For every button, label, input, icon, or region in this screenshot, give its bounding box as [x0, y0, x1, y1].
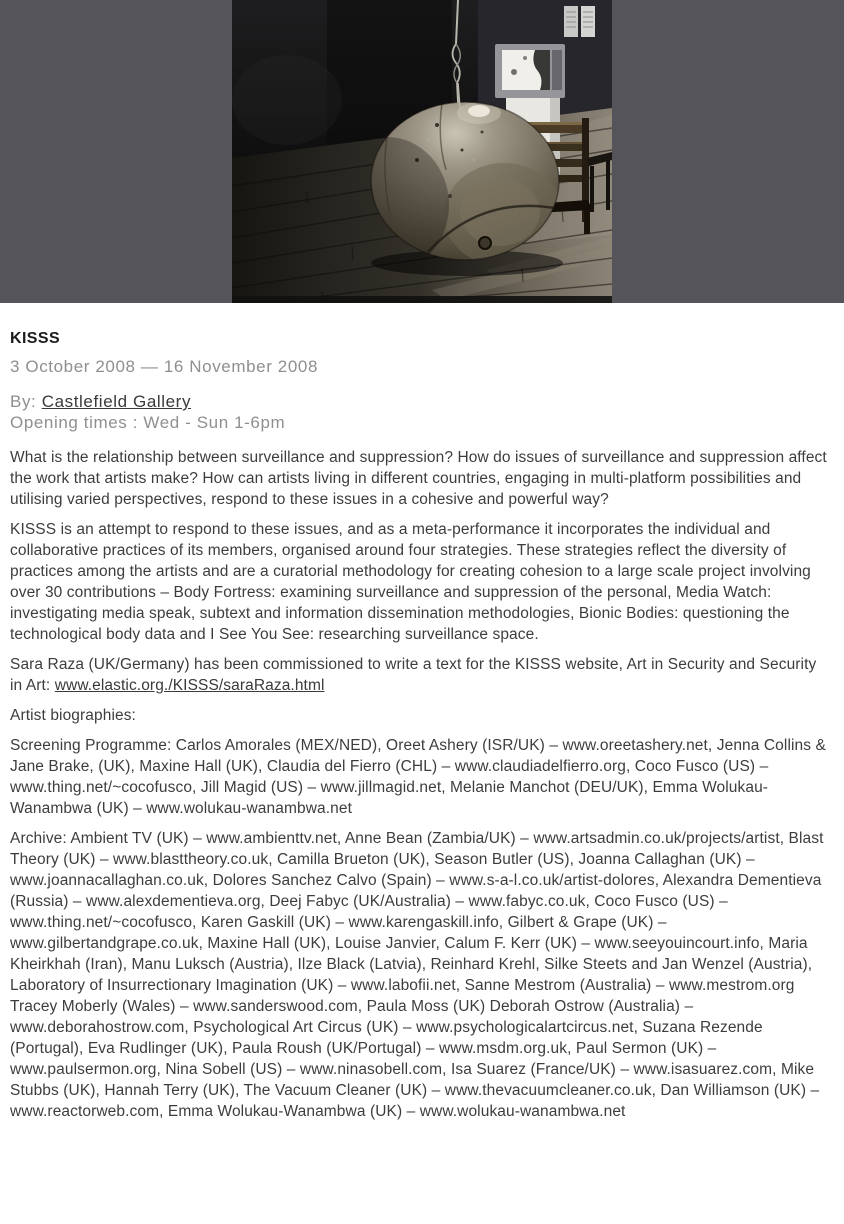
concept-paragraph: KISSS is an attempt to respond to these issues, and as a meta-performance it incorporates the individual and collaborative practices of its members, organised around four strategies. These strategies reflect the diversity of practices among the artists and are a curatorial methodology for creating cohesion to a large scale project involving over 30 contributions – Body Fortress: examining surveillance and suppression of the personal, Media Watch: investigating media speak, subtext and information dissemination methodologies, Bionic Bodies: questioning the technological body data and I See You See: researching surveillance space.	[10, 521, 811, 643]
archive-paragraph: Archive: Ambient TV (UK) – www.ambienttv.net, Anne Bean (Zambia/UK) – www.artsadmin.co.uk/projects/artist, Blast Theory (UK) – www.blasttheory.co.uk, Camilla Brueton (UK), Season Butler (US), Joanna Callaghan (UK) – www.joannacallaghan.co.uk, Dolores Sanchez Calvo (Spain) – www.s-a-l.co.uk/artist-dolores, Alexandra Dementieva (Russia) – www.alexdementieva.org, Deej Fabyc (UK/Australia) – www.fabyc.co.uk, Coco Fusco (US) – www.thing.net/~cocofusco, Karen Gaskill (UK) – www.karengaskill.info, Gilbert & Grape (UK) – www.gilbertandgrape.co.uk, Maxine Hall (UK), Louise Janvier, Calum F. Kerr (UK) – www.seeyouincourt.info, Maria Kheirkhah (Iran), Manu Luksch (Austria), Ilze Black (Latvia), Reinhard Krehl, Silke Steets and Jan Wenzel (Austria), Laboratory of Insurrectionary Imagination (UK) – www.labofii.net, Sanne Mestrom (Australia) – www.mestrom.org Tracey Moberly (Wales) – www.sanderswood.com, Paula Moss (UK) Deborah Ostrow (Australia) – www.deborahostrow.com, Psychological Art Circus (UK) – www.psychologicalartcircus.net, Suzana Rezende (Portugal), Eva Rudlinger (UK), Paula Roush (UK/Portugal) – www.msdm.org.uk, Paul Sermon (UK) – www.paulsermon.org, Nina Sobell (US) – www.ninasobell.com, Isa Suarez (France/UK) – www.isasuarez.com, Mike Stubbs (UK), Hannah Terry (UK), The Vacuum Cleaner (UK) – www.thevacuumcleaner.co.uk, Dan Williamson (UK) – www.reactorweb.com, Emma Wolukau-Wanambwa (UK) – www.wolukau-wanambwa.net	[10, 830, 824, 1120]
page-title: KISSS	[10, 330, 61, 347]
exhibition-photo	[232, 0, 612, 303]
intro-paragraph: What is the relationship between surveillance and suppression? How do issues of surveillance and suppression affect the work that artists make? How can artists living in different countries, engaging in multi-platform possibilities and utilising varied perspectives, respond to these issues in a cohesive and powerful way?	[10, 449, 827, 508]
gallery-link[interactable]: Castlefield Gallery	[41, 392, 192, 411]
exhibition-dates: 3 October 2008 — 16 November 2008	[10, 357, 319, 376]
biographies-heading: Artist biographies:	[10, 707, 136, 724]
screening-programme-paragraph: Screening Programme: Carlos Amorales (MEX/NED), Oreet Ashery (ISR/UK) – www.oreetashery.net, Jenna Collins & Jane Brake, (UK), Maxine Hall (UK), Claudia del Fierro (CHL) – www.claudiadelfierro.org, Coco Fusco (US) – www.thing.net/~cocofusco, Jill Magid (US) – www.jillmagid.net, Melanie Manchot (DEU/UK), Emma Wolukau-Wanambwa (UK) – www.wolukau-wanambwa.net	[10, 737, 826, 817]
by-label: By:	[10, 392, 37, 411]
opening-times: Opening times : Wed - Sun 1-6pm	[10, 413, 286, 432]
sara-raza-link[interactable]: www.elastic.org./KISSS/saraRaza.html	[54, 677, 325, 694]
byline	[10, 391, 832, 412]
commission-text: Sara Raza (UK/Germany) has been commissioned to write a text for the KISSS website, Art in Security and Security in Art:	[10, 656, 817, 694]
article-content	[0, 303, 844, 1149]
commission-paragraph	[10, 654, 832, 696]
hero-band	[0, 0, 844, 303]
